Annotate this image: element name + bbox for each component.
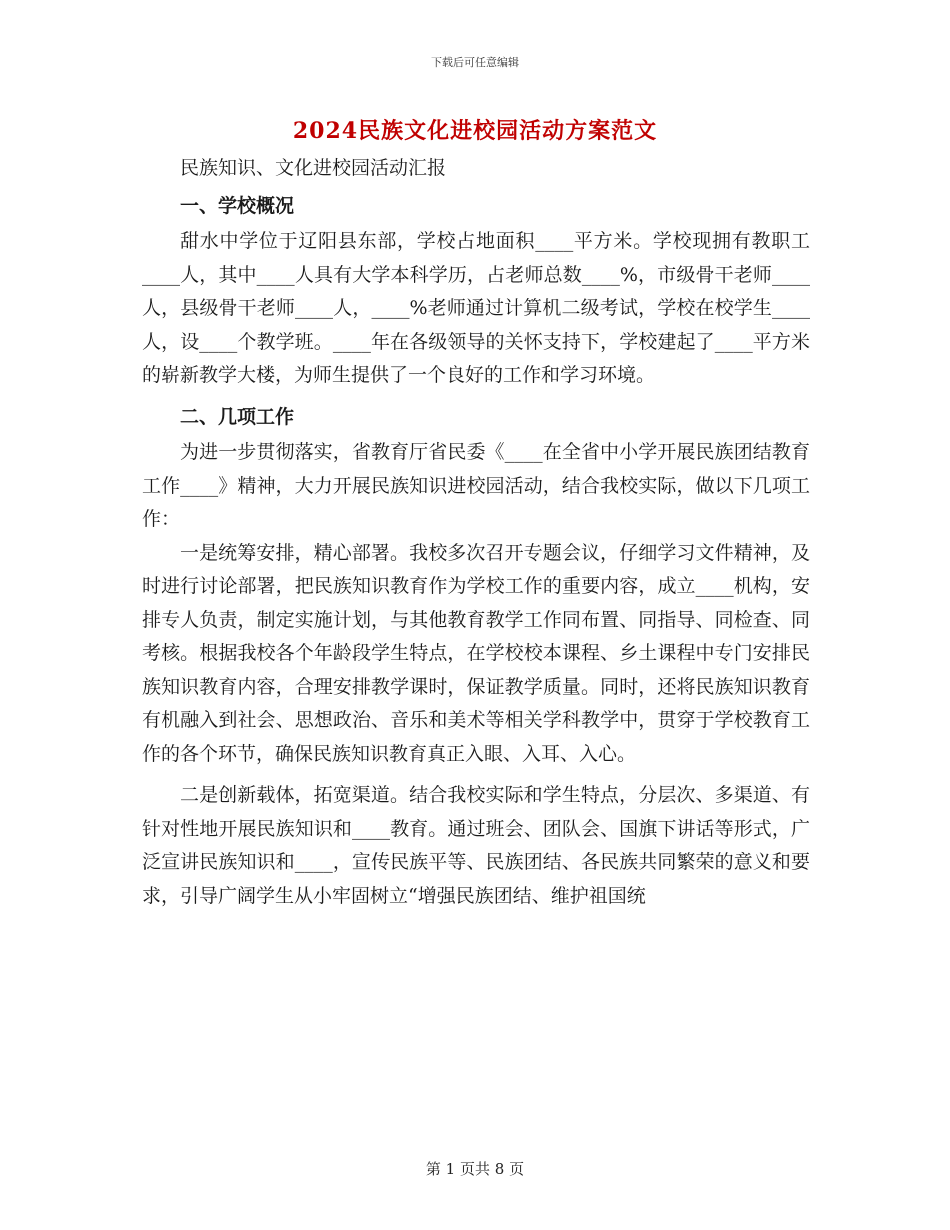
page-indicator: 第 1 页共 8 页 bbox=[425, 1160, 525, 1178]
paragraph-overall-arrangement: 一是统筹安排，精心部署。我校多次召开专题会议，仔细学习文件精神，及时进行讨论部署，把民族知识教育作为学校工作的重要内容，成立____机构，安排专人负责，制定实施计划，与其他教育教学工作同布置、同指导、同检查、同考核。根据我校各个年龄段学生特点，在学校校本课程、乡土课程中专门安排民族知识教育内容，合理安排教学课时，保证教学质量。同时，还将民族知识教育有机融入到社会、思想政治、音乐和美术等相关学科教学中，贯穿于学校教育工作的各个环节，确保民族知识教育真正入眼、入耳、入心。 bbox=[142, 541, 810, 765]
document-subtitle: 民族知识、文化进校园活动汇报 bbox=[180, 157, 447, 179]
paragraph-school-overview: 甜水中学位于辽阳县东部，学校占地面积____平方米。学校现拥有教职工____人，其中____人具有大学本科学历，占老师总数____%，市级骨干老师____人，县级骨干老师____人，____%老师通过计算机二级考试，学校在校学生____人，设____个教学班。____年在各级领导的关怀支持下，学校建起了____平方米的崭新教学大楼，为师生提供了一个良好的工作和学习环境。 bbox=[142, 230, 810, 386]
paragraph-implementation: 为进一步贯彻落实，省教育厅省民委《____在全省中小学开展民族团结教育工作____》精神，大力开展民族知识进校园活动，结合我校实际，做以下几项工作： bbox=[142, 441, 810, 530]
document-title: 2024民族文化进校园活动方案范文 bbox=[292, 118, 658, 144]
section-heading-school-overview: 一、学校概况 bbox=[180, 194, 295, 217]
paragraph-innovation: 二是创新载体，拓宽渠道。结合我校实际和学生特点，分层次、多渠道、有针对性地开展民族知识和____教育。通过班会、团队会、国旗下讲话等形式，广泛宣讲民族知识和____，宣传民族平等、民族团结、各民族共同繁荣的意义和要求，引导广阔学生从小牢固树立“增强民族团结、维护祖国统 bbox=[142, 784, 810, 907]
section-heading-several-works: 二、几项工作 bbox=[180, 405, 295, 428]
header-note: 下载后可任意编辑 bbox=[431, 56, 519, 69]
document-body bbox=[142, 152, 810, 913]
